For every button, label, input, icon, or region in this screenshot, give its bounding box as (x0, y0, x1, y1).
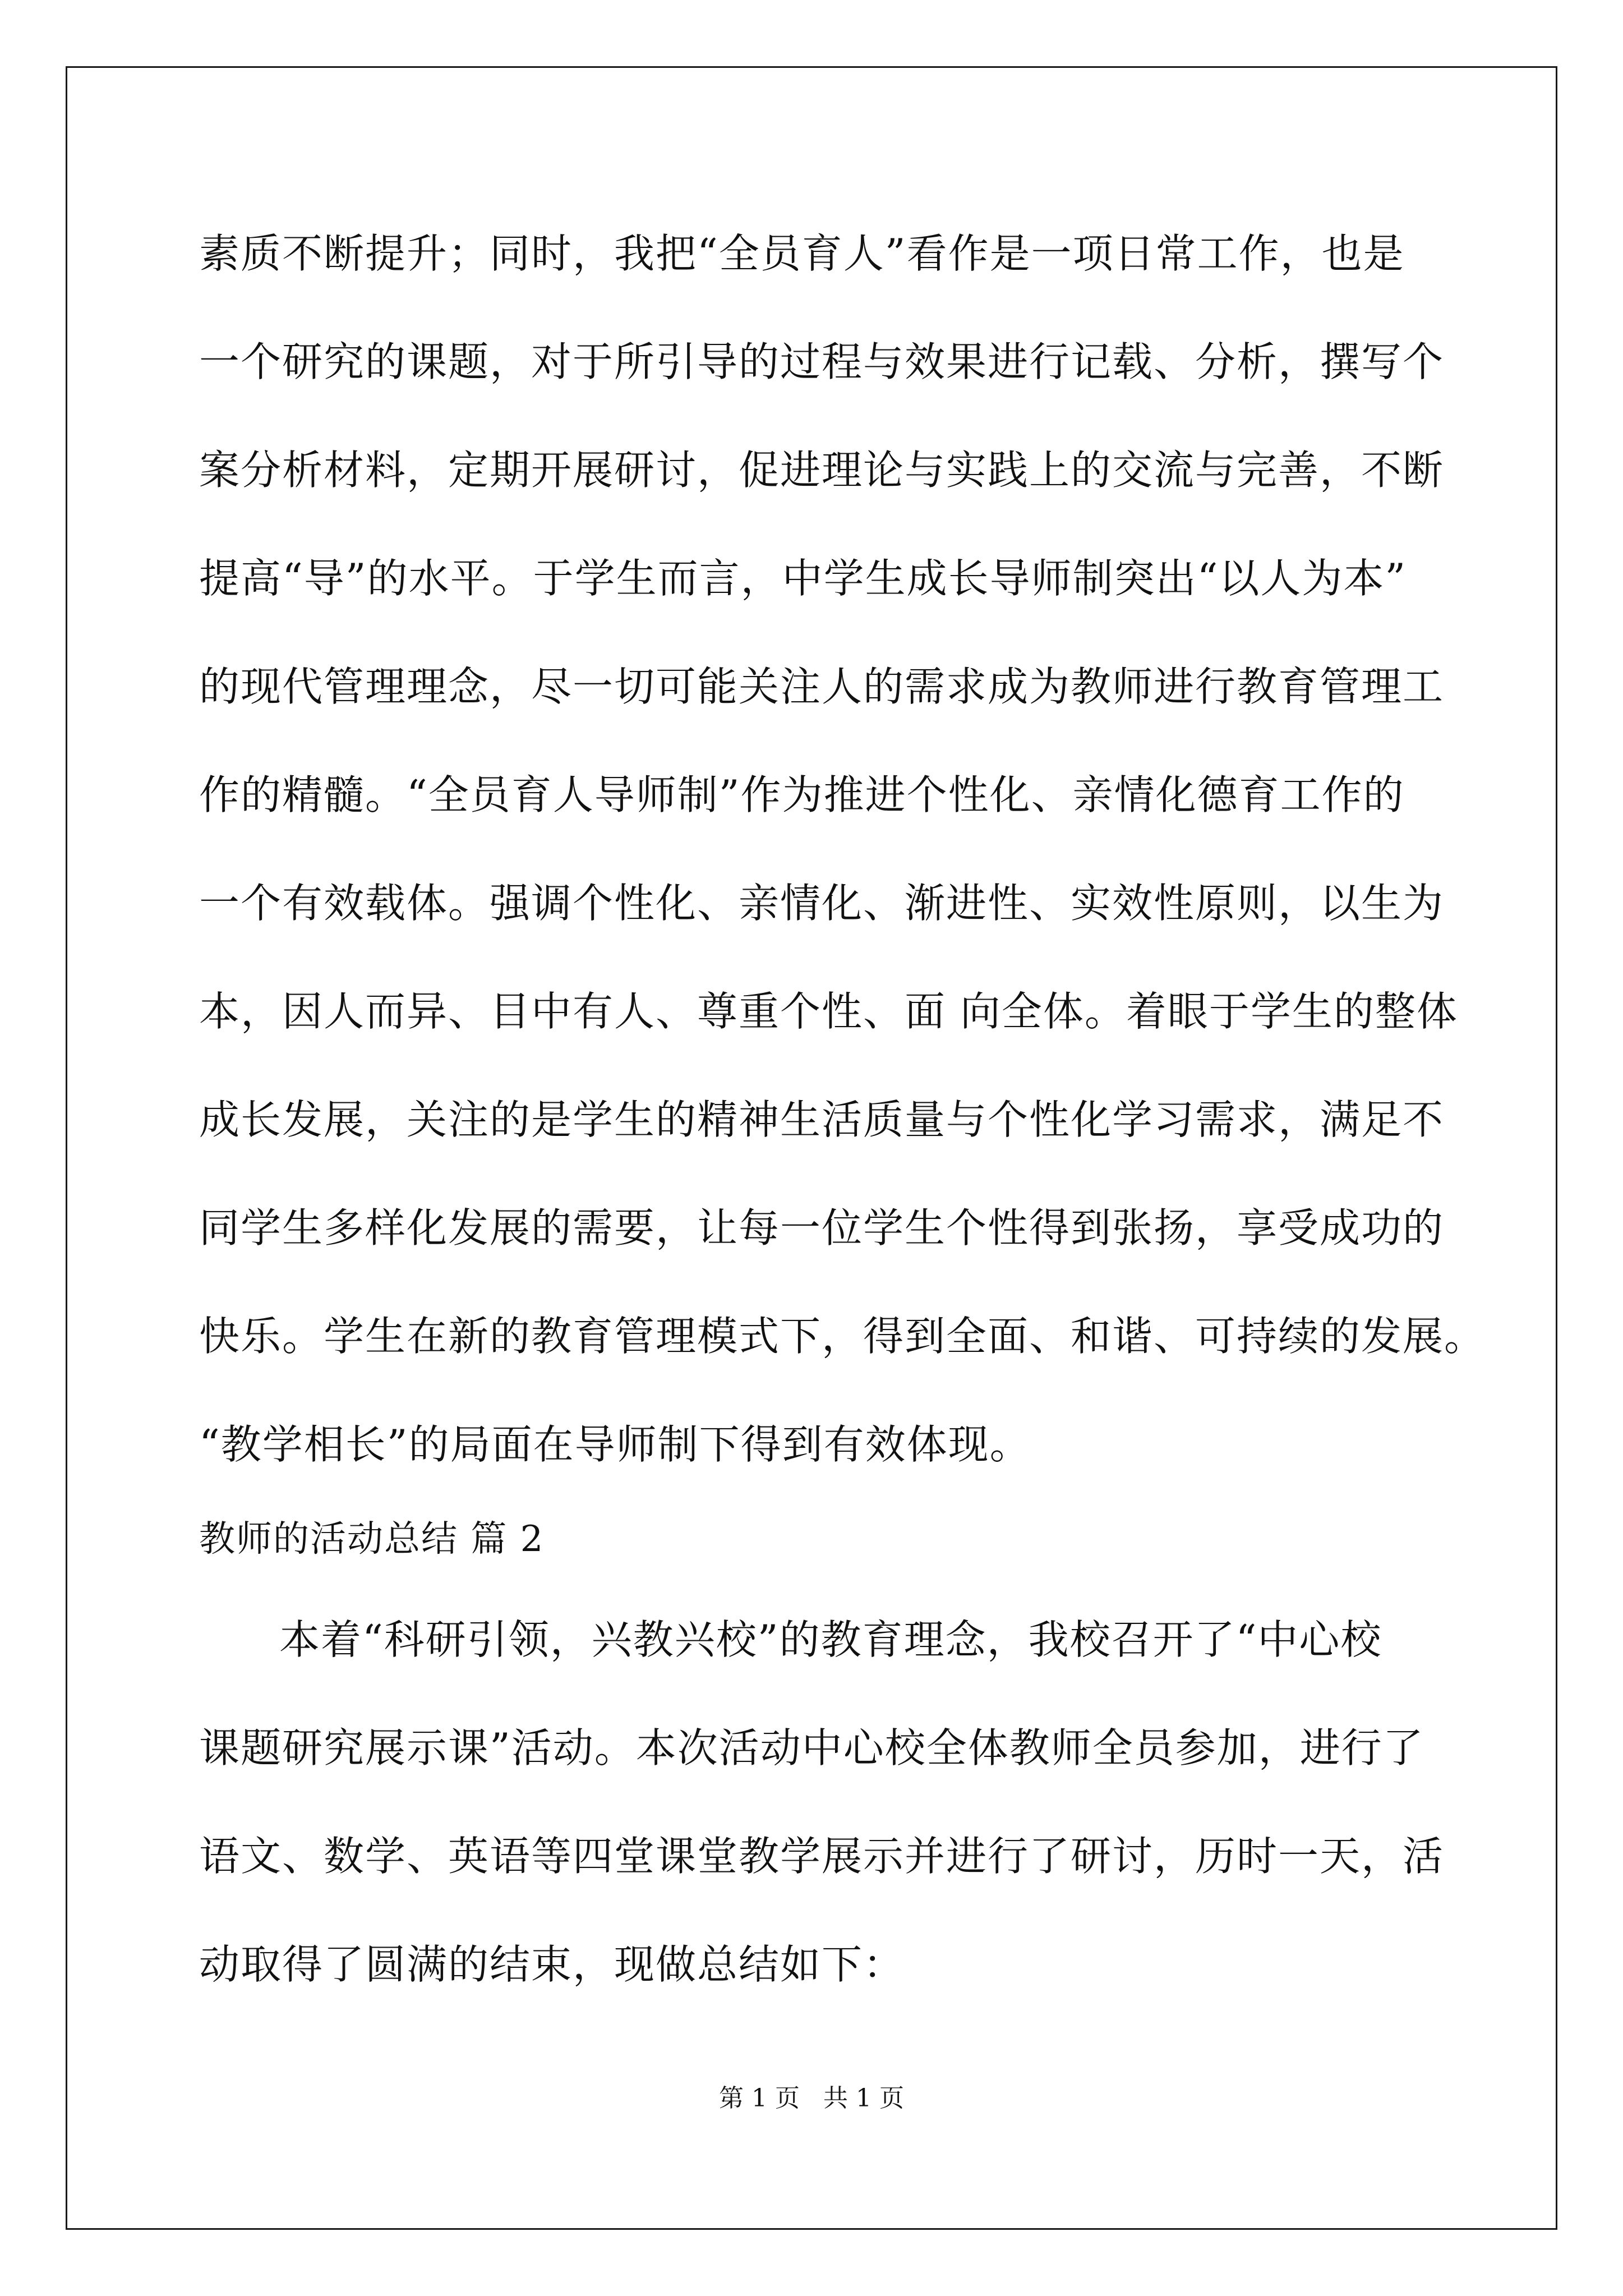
paragraph-line: 的现代管理理念，尽一切可能关注人的需求成为教师进行教育管理工 (199, 663, 1445, 710)
page-number: 第 1 页 (719, 2084, 800, 2113)
paragraph-line: 素质不断提升；同时，我把“全员育人”看作是一项日常工作，也是 (199, 230, 1405, 277)
paragraph-line: 同学生多样化发展的需要，让每一位学生个性得到张扬，享受成功的 (199, 1204, 1445, 1251)
page-footer (0, 2083, 1623, 2114)
paragraph-line: 本，因人而异、目中有人、尊重个性、面 向全体。着眼于学生的整体 (199, 988, 1458, 1035)
page-border (66, 66, 1557, 2230)
paragraph-line: 课题研究展示课”活动。本次活动中心校全体教师全员参加，进行了 (199, 1724, 1424, 1772)
paragraph-line: 语文、数学、英语等四堂课堂教学展示并进行了研讨，历时一天，活 (199, 1833, 1445, 1880)
paragraph-line: 快乐。学生在新的教育管理模式下，得到全面、和谐、可持续的发展。 (199, 1313, 1486, 1360)
paragraph-line: “教学相长”的局面在导师制下得到有效体现。 (199, 1421, 1031, 1468)
paragraph-line: 作的精髓。“全员育人导师制”作为推进个性化、亲情化德育工作的 (199, 771, 1405, 818)
paragraph-line: 一个研究的课题，对于所引导的过程与效果进行记载、分析，撰写个 (199, 338, 1445, 385)
page-total: 共 1 页 (823, 2084, 904, 2113)
paragraph-line: 一个有效载体。强调个性化、亲情化、渐进性、实效性原则，以生为 (199, 880, 1445, 927)
paragraph-line: 本着“科研引领，兴教兴校”的教育理念，我校召开了“中心校 (279, 1616, 1382, 1663)
section-heading: 教师的活动总结 篇 2 (199, 1519, 545, 1560)
paragraph-line: 案分析材料，定期开展研讨，促进理论与实践上的交流与完善，不断 (199, 447, 1445, 494)
paragraph-line: 动取得了圆满的结束，现做总结如下： (199, 1941, 905, 1988)
paragraph-line: 提高“导”的水平。于学生而言，中学生成长导师制突出“以人为本” (199, 555, 1407, 602)
paragraph-line: 成长发展，关注的是学生的精神生活质量与个性化学习需求，满足不 (199, 1096, 1445, 1143)
